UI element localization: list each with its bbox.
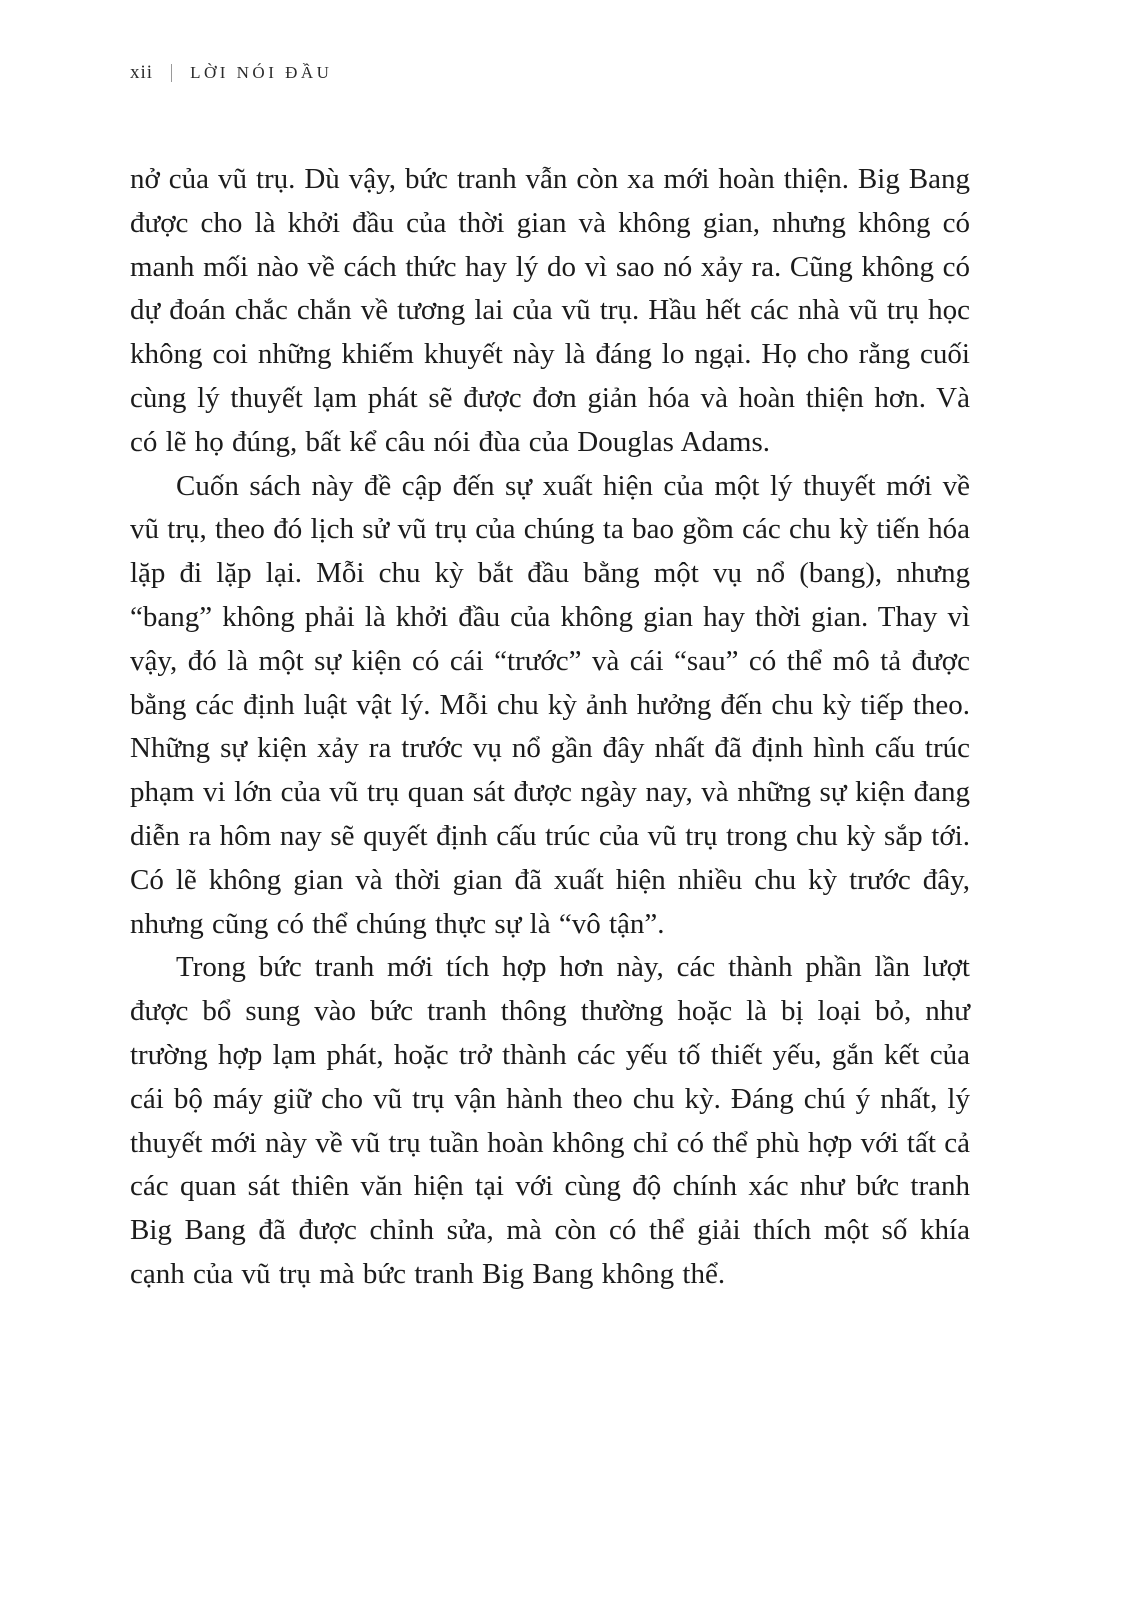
paragraph: Trong bức tranh mới tích hợp hơn này, các thành phần lần lượt được bổ sung vào bức tranh thông thường hoặc là bị loại bỏ, như trường hợp lạm phát, hoặc trở thành các yếu tố thiết yếu, gắn kết của cái bộ máy giữ cho vũ trụ vận hành theo chu kỳ. Đáng chú ý nhất, lý thuyết mới này về vũ trụ tuần hoàn không chỉ có thể phù hợp với tất cả các quan sát thiên văn hiện tại với cùng độ chính xác như bức tranh Big Bang đã được chỉnh sửa, mà còn có thể giải thích một số khía cạnh của vũ trụ mà bức tranh Big Bang không thể. <box>130 951 970 1290</box>
page-body <box>130 158 970 1297</box>
paragraph: nở của vũ trụ. Dù vậy, bức tranh vẫn còn xa mới hoàn thiện. Big Bang được cho là khởi đầu của thời gian và không gian, nhưng không có manh mối nào về cách thức hay lý do vì sao nó xảy ra. Cũng không có dự đoán chắc chắn về tương lai của vũ trụ. Hầu hết các nhà vũ trụ học không coi những khiếm khuyết này là đáng lo ngại. Họ cho rằng cuối cùng lý thuyết lạm phát sẽ được đơn giản hóa và hoàn thiện hơn. Và có lẽ họ đúng, bất kể câu nói đùa của Douglas Adams. <box>130 163 970 458</box>
paragraph: Cuốn sách này đề cập đến sự xuất hiện của một lý thuyết mới về vũ trụ, theo đó lịch sử vũ trụ của chúng ta bao gồm các chu kỳ tiến hóa lặp đi lặp lại. Mỗi chu kỳ bắt đầu bằng một vụ nổ (bang), nhưng “bang” không phải là khởi đầu của không gian hay thời gian. Thay vì vậy, đó là một sự kiện có cái “trước” và cái “sau” có thể mô tả được bằng các định luật vật lý. Mỗi chu kỳ ảnh hưởng đến chu kỳ tiếp theo. Những sự kiện xảy ra trước vụ nổ gần đây nhất đã định hình cấu trúc phạm vi lớn của vũ trụ quan sát được ngày nay, và những sự kiện đang diễn ra hôm nay sẽ quyết định cấu trúc của vũ trụ trong chu kỳ sắp tới. Có lẽ không gian và thời gian đã xuất hiện nhiều chu kỳ trước đây, nhưng cũng có thể chúng thực sự là “vô tận”. <box>130 469 970 940</box>
running-head-title: LỜI NÓI ĐẦU <box>190 63 333 82</box>
header-separator <box>171 64 172 82</box>
page-header <box>130 62 970 84</box>
page-number: xii <box>130 62 154 83</box>
